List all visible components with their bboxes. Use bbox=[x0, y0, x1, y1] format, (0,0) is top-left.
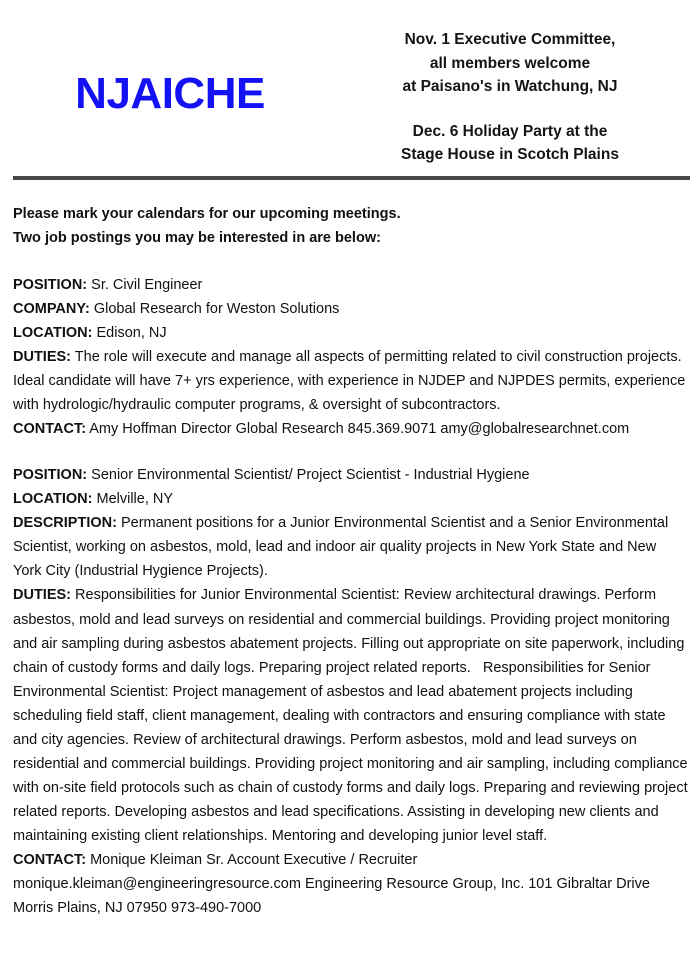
posting-1-location bbox=[13, 321, 688, 345]
announcement-meeting-line-1: Nov. 1 Executive Committee, bbox=[404, 31, 616, 48]
posting-1-location-value: Edison, NJ bbox=[96, 324, 167, 341]
njaiche-logo: NJAICHE bbox=[75, 69, 265, 118]
posting-2-position-value: Senior Environmental Scientist/ Project Scientist - Industrial Hygiene bbox=[91, 467, 530, 484]
posting-2-description-value: Permanent positions for a Junior Environmental Scientist and a Senior Environmental Scientist, working on asbestos, mold, lead and indoor air quality projects in New York State and New York City (Industrial Hygience Projects). bbox=[13, 515, 669, 580]
posting-2-contact-value: Monique Kleiman Sr. Account Executive / Recruiter monique.kleiman@engineeringresource.com Engineering Resource Group, Inc. 101 Gibraltar Drive Morris Plains, NJ 07950 973-490-7000 bbox=[13, 852, 650, 917]
posting-2-location-label: LOCATION: bbox=[13, 491, 93, 508]
posting-1-position-value: Sr. Civil Engineer bbox=[91, 276, 203, 293]
posting-1-contact-label: CONTACT: bbox=[13, 421, 87, 438]
posting-1-duties-label: DUTIES: bbox=[13, 348, 71, 365]
posting-2-contact-label: CONTACT: bbox=[13, 852, 87, 869]
posting-1-location-label: LOCATION: bbox=[13, 324, 93, 341]
announcement-meeting-line-2: all members welcome bbox=[429, 54, 591, 72]
brand-column bbox=[10, 14, 330, 116]
posting-1-company-value: Global Research for Weston Solutions bbox=[93, 300, 340, 317]
posting-1-contact-value: Amy Hoffman Director Global Research 845.369.9071 amy@globalresearchnet.com bbox=[89, 421, 630, 438]
intro-paragraph bbox=[13, 202, 688, 251]
job-posting-2 bbox=[13, 463, 692, 920]
posting-2-description-label: DESCRIPTION: bbox=[13, 515, 117, 532]
announcement-holiday-line-2: Stage House in Scotch Plains bbox=[401, 146, 619, 164]
posting-1-company bbox=[13, 297, 688, 321]
posting-1-duties-value: The role will execute and manage all aspects of permitting related to civil construction projects. Ideal candidate will have 7+ yrs experience, with experience in NJDEP and NJPDES permits, experience with hydrologic/hydraulic computer programs, & oversight of subcontractors. bbox=[13, 348, 686, 414]
posting-2-location bbox=[13, 487, 688, 511]
posting-2-description bbox=[13, 511, 688, 583]
posting-2-duties bbox=[13, 583, 692, 848]
posting-1-duties bbox=[13, 345, 688, 417]
posting-2-position bbox=[13, 463, 688, 487]
announcements-column bbox=[330, 14, 690, 167]
intro-line-job-postings: Two job postings you may be interested in are below: bbox=[13, 230, 381, 247]
posting-1-company-label: COMPANY: bbox=[13, 300, 90, 317]
announcement-meeting-line-3: at Paisano's in Watchung, NJ bbox=[402, 78, 618, 96]
announcement-holiday-party bbox=[330, 120, 690, 167]
intro-line-calendars: Please mark your calendars for our upcoming meetings. bbox=[13, 206, 401, 222]
posting-1-position bbox=[13, 273, 688, 297]
posting-1-position-label: POSITION: bbox=[13, 276, 88, 293]
posting-2-duties-value: Responsibilities for Junior Environmental Scientist: Review architectural drawings. Perform asbestos, mold and lead surveys on residential and commercial buildings. Providing project monitoring and air sampling during asbestos abatement projects. Filling out appropriate on site paperwork, including chain of custody forms and daily logs. Preparing project related reports. Responsibilities for Senior Environmental Scientist: Project management of asbestos and lead abatement projects including scheduling field staff, client management, dealing with contractors and ensuring compliance with state and city agencies. Review of architectural drawings. Perform asbestos, mold and lead surveys on residential and commercial buildings. Providing project monitoring and air sampling, including compliance with on-site field protocols such as chain of custody forms and daily logs. Preparing and reviewing project related reports. Developing asbestos and lead specifications. Assisting in developing new clients and maintaining existing client relationships. Mentoring and developing junior level staff. bbox=[13, 587, 692, 845]
posting-2-contact bbox=[13, 848, 688, 920]
posting-2-location-value: Melville, NY bbox=[96, 491, 174, 508]
announcement-holiday-line-1: Dec. 6 Holiday Party at the bbox=[412, 122, 608, 140]
newsletter-body bbox=[0, 180, 700, 920]
job-posting-1 bbox=[13, 273, 688, 441]
posting-1-contact bbox=[13, 417, 688, 441]
masthead bbox=[0, 0, 700, 176]
posting-2-position-label: POSITION: bbox=[13, 467, 88, 484]
posting-2-duties-label: DUTIES: bbox=[13, 587, 71, 604]
announcement-meeting bbox=[330, 28, 690, 99]
